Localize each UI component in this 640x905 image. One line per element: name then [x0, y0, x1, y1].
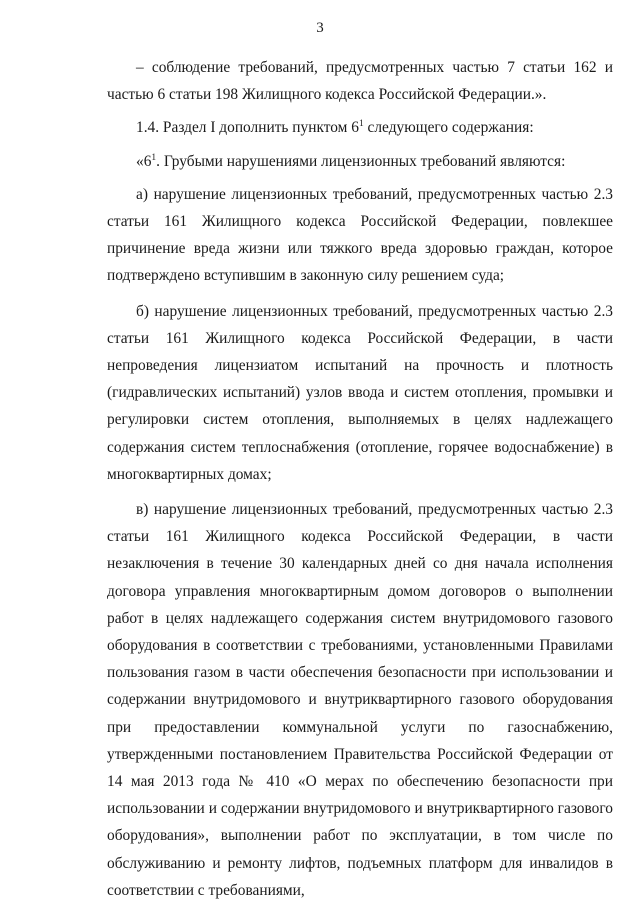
superscript-marker: 1 [358, 119, 364, 130]
paragraph-section-amendment-text: 1.4. Раздел I дополнить пунктом 6 [136, 119, 359, 137]
paragraph-gross-violations-text: . Грубыми нарушениями лицензионных требований являются: [156, 152, 566, 170]
paragraph-item-a: а) нарушение лицензионных требований, предусмотренных частью 2.3 статьи 161 Жилищного кодекса Российской Федерации, повлекшее причинение вреда жизни или тяжкого вреда здоровью граждан, которое подтверждено вступившим в законную силу решением суда; [107, 185, 613, 285]
paragraph-compliance-requirements: – соблюдение требований, предусмотренных частью 7 статьи 162 и частью 6 статьи 198 Жилищного кодекса Российской Федерации.». [107, 59, 613, 104]
paragraph-section-amendment [107, 114, 613, 141]
page-number: 3 [316, 20, 324, 36]
paragraph-item-v: в) нарушение лицензионных требований, предусмотренных частью 2.3 статьи 161 Жилищного кодекса Российской Федерации, в части незаключения в течение 30 календарных дней со дня начала исполнения договора управления многоквартирным домом договоров о выполнении работ в целях надлежащего содержания систем внутридомового газового оборудования в соответствии с требованиями, установленными Правилами пользования газом в части обеспечения безопасности при использовании и содержании внутридомового и внутриквартирного газового оборудования при предоставлении коммунальной услуги по газоснабжению, утвержденными постановлением Правительства Российской Федерации от 14 мая 2013 года № 410 «О мерах по обеспечению безопасности при использовании и содержании внутридомового и внутриквартирного газового оборудования», выполнении работ по эксплуатации, в том числе по обслуживанию и ремонту лифтов, подъемных платформ для инвалидов в соответствии с требованиями, [107, 501, 613, 899]
document-body [107, 54, 613, 904]
paragraph-gross-violations-intro [107, 148, 613, 175]
superscript-marker: 1 [151, 152, 157, 163]
paragraph-gross-violations-number: «6 [136, 152, 152, 170]
paragraph-section-amendment-tail: следующего содержания: [363, 119, 534, 137]
paragraph-item-b: б) нарушение лицензионных требований, предусмотренных частью 2.3 статьи 161 Жилищного кодекса Российской Федерации, в части непроведения лицензиатом испытаний на прочность и плотность (гидравлических испытаний) узлов ввода и систем отопления, промывки и регулировки систем отопления, выполняемых в целях надлежащего содержания систем теплоснабжения (отопление, горячее водоснабжение) в многоквартирных домах; [107, 302, 613, 483]
